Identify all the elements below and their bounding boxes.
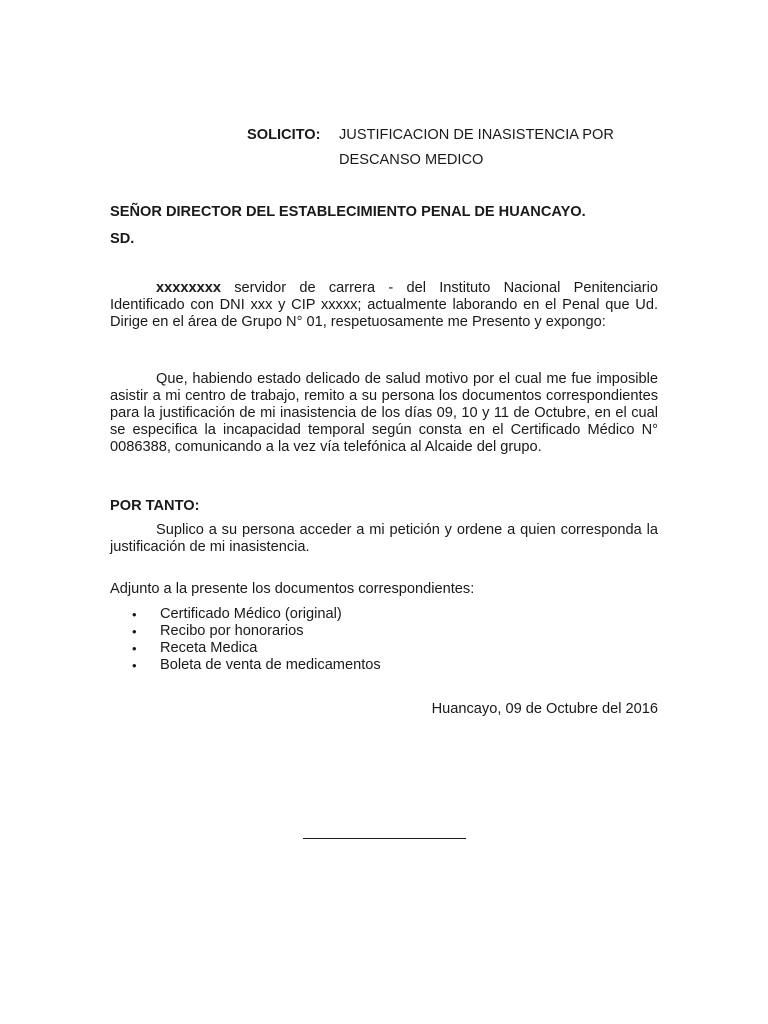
subject-label: SOLICITO:	[247, 127, 321, 143]
bullet-icon: •	[132, 624, 137, 639]
place-date: Huancayo, 09 de Octubre del 2016	[431, 701, 658, 717]
list-item-label: Recibo por honorarios	[160, 623, 304, 639]
list-item	[110, 640, 381, 657]
bullet-icon: •	[132, 658, 137, 673]
attachments-list	[110, 606, 381, 674]
intro-text: servidor de carrera - del Instituto Nacional Penitenciario Identificado con DNI xxx y CIP xxxxx; actualmente laborando en el Penal que Ud. Dirige en el área de Grupo N° 01, respetuosamente me Presento y expongo:	[110, 280, 658, 330]
list-item-label: Boleta de venta de medicamentos	[160, 657, 381, 673]
subject-line-1: JUSTIFICACION DE INASISTENCIA POR	[339, 127, 614, 143]
list-item-label: Receta Medica	[160, 640, 258, 656]
attachments-intro: Adjunto a la presente los documentos correspondientes:	[110, 581, 475, 597]
applicant-name: xxxxxxxx	[156, 280, 221, 296]
addressee: SEÑOR DIRECTOR DEL ESTABLECIMIENTO PENAL DE HUANCAYO.	[110, 204, 586, 220]
bullet-icon: •	[132, 607, 137, 622]
body-paragraph	[110, 371, 658, 456]
petition-paragraph	[110, 522, 658, 556]
subject-line-2: DESCANSO MEDICO	[339, 152, 484, 168]
list-item	[110, 606, 381, 623]
list-item	[110, 657, 381, 674]
body-text: Que, habiendo estado delicado de salud motivo por el cual me fue imposible asistir a mi centro de trabajo, remito a su persona los documentos correspondientes para la justificación de mi inasistencia de los días 09, 10 y 11 de Octubre, en el cual se especifica la incapacidad temporal según consta en el Certificado Médico N° 0086388, comunicando a la vez vía telefónica al Alcaide del grupo.	[110, 371, 658, 455]
bullet-icon: •	[132, 641, 137, 656]
signature-line	[303, 838, 466, 839]
intro-paragraph	[110, 280, 658, 331]
list-item-label: Certificado Médico (original)	[160, 606, 342, 622]
list-item	[110, 623, 381, 640]
salutation: SD.	[110, 231, 135, 247]
por-tanto-heading: POR TANTO:	[110, 498, 200, 514]
petition-text: Suplico a su persona acceder a mi petición y ordene a quien corresponda la justificación de mi inasistencia.	[110, 522, 658, 555]
